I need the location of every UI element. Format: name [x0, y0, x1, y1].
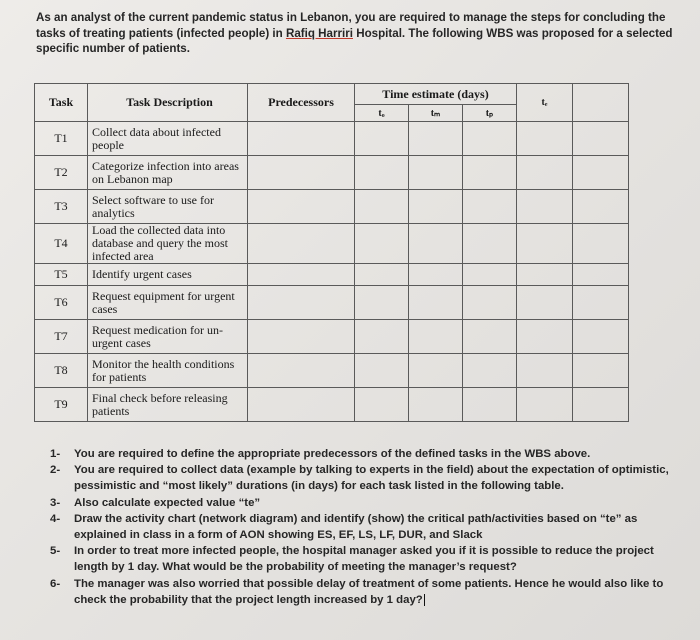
task-description-cell: Load the collected data into database and query the most infected area [88, 224, 248, 264]
question-item [50, 511, 690, 543]
intro-line-2b: Hospital. The following WBS was proposed for a selected [352, 26, 673, 40]
tm-cell[interactable] [409, 156, 463, 190]
task-description-cell: Request equipment for urgent cases [88, 286, 248, 320]
task-description-cell: Collect data about infected people [88, 122, 248, 156]
task-id-cell: T2 [35, 156, 88, 190]
extra-cell[interactable] [573, 354, 629, 388]
intro-line-2a: tasks of treating patients (infected people) in [36, 26, 286, 40]
question-number: 1- [50, 448, 61, 460]
task-description-cell: Categorize infection into areas on Lebanon map [88, 156, 248, 190]
table-row [35, 286, 629, 320]
task-id-cell: T9 [35, 388, 88, 422]
header-extra-empty [573, 84, 629, 122]
wbs-table [34, 83, 629, 422]
table-row [35, 190, 629, 224]
to-cell[interactable] [355, 320, 409, 354]
predecessors-cell[interactable] [248, 224, 355, 264]
te-cell[interactable] [517, 320, 573, 354]
task-id-cell: T3 [35, 190, 88, 224]
question-number: 3- [50, 496, 61, 509]
predecessors-cell[interactable] [248, 156, 355, 190]
extra-cell[interactable] [573, 224, 629, 264]
tp-cell[interactable] [463, 286, 517, 320]
question-number: 2- [50, 464, 61, 477]
extra-cell[interactable] [573, 388, 629, 422]
tp-cell[interactable] [463, 320, 517, 354]
task-id-cell: T6 [35, 286, 88, 320]
hospital-name: Rafiq Harriri [285, 26, 353, 40]
task-description-cell: Identify urgent cases [88, 264, 248, 286]
to-cell[interactable] [355, 156, 409, 190]
tm-cell[interactable] [409, 388, 463, 422]
table-row [35, 388, 629, 422]
task-id-cell: T8 [35, 354, 88, 388]
task-id-cell: T7 [35, 320, 88, 354]
intro-line-1: As an analyst of the current pandemic status in Lebanon, you are required to manage the steps for concluding the [36, 11, 666, 24]
to-cell[interactable] [355, 286, 409, 320]
predecessors-cell[interactable] [248, 388, 355, 422]
question-number: 4- [50, 512, 61, 525]
predecessors-cell[interactable] [248, 354, 355, 388]
table-row [35, 122, 629, 156]
tp-cell[interactable] [463, 224, 517, 264]
extra-cell[interactable] [573, 190, 629, 224]
question-text: In order to treat more infected people, the hospital manager asked you if it is possible to reduce the project length by 1 day. What would be the probability of meeting the manager’s request? [74, 545, 654, 574]
task-id-cell: T5 [35, 264, 88, 286]
tm-cell[interactable] [409, 264, 463, 286]
predecessors-cell[interactable] [248, 122, 355, 156]
tp-cell[interactable] [463, 354, 517, 388]
extra-cell[interactable] [573, 264, 629, 286]
task-description-cell: Request medication for un-urgent cases [88, 320, 248, 354]
table-row [35, 156, 629, 190]
question-number: 6- [50, 577, 61, 590]
table-row [35, 224, 629, 264]
tm-cell[interactable] [409, 286, 463, 320]
te-cell[interactable] [517, 264, 573, 286]
tp-cell[interactable] [463, 190, 517, 224]
predecessors-cell[interactable] [248, 320, 355, 354]
predecessors-cell[interactable] [248, 264, 355, 286]
to-cell[interactable] [355, 354, 409, 388]
question-item [50, 495, 690, 511]
extra-cell[interactable] [573, 286, 629, 320]
question-item [50, 576, 690, 608]
predecessors-cell[interactable] [248, 286, 355, 320]
to-cell[interactable] [355, 122, 409, 156]
to-cell[interactable] [355, 388, 409, 422]
task-description-cell: Monitor the health conditions for patients [88, 354, 248, 388]
tp-cell[interactable] [463, 388, 517, 422]
header-to: tₒ [355, 105, 409, 122]
te-cell[interactable] [517, 224, 573, 264]
question-item [50, 446, 690, 462]
to-cell[interactable] [355, 190, 409, 224]
to-cell[interactable] [355, 224, 409, 264]
question-text: The manager was also worried that possible delay of treatment of some patients. Hence he would also like to check the probability that the project length increased by 1 day? [74, 577, 664, 606]
te-cell[interactable] [517, 190, 573, 224]
table-row [35, 320, 629, 354]
te-cell[interactable] [517, 122, 573, 156]
header-tp: tₚ [463, 105, 517, 122]
header-description: Task Description [88, 84, 248, 122]
te-cell[interactable] [517, 354, 573, 388]
header-predecessors: Predecessors [248, 84, 355, 122]
extra-cell[interactable] [573, 156, 629, 190]
tm-cell[interactable] [409, 122, 463, 156]
question-text: You are required to collect data (example by talking to experts in the field) about the expectation of optimistic, pessimistic and “most likely” durations (in days) for each task listed in the following table. [74, 464, 669, 493]
header-task: Task [35, 84, 88, 122]
te-cell[interactable] [517, 388, 573, 422]
intro-line-3: specific number of patients. [36, 42, 190, 55]
te-cell[interactable] [517, 156, 573, 190]
task-id-cell: T4 [35, 224, 88, 264]
tp-cell[interactable] [463, 122, 517, 156]
tp-cell[interactable] [463, 264, 517, 286]
to-cell[interactable] [355, 264, 409, 286]
intro-paragraph [36, 10, 686, 57]
header-time-estimate: Time estimate (days) [355, 84, 517, 105]
te-cell[interactable] [517, 286, 573, 320]
question-item [50, 462, 690, 494]
table-row [35, 264, 629, 286]
tm-cell[interactable] [409, 190, 463, 224]
header-tm: tₘ [409, 105, 463, 122]
question-item [50, 543, 690, 575]
task-description-cell: Final check before releasing patients [88, 388, 248, 422]
question-text: Also calculate expected value “te” [74, 496, 261, 509]
tm-cell[interactable] [409, 224, 463, 264]
question-text: You are required to define the appropriate predecessors of the defined tasks in the WBS above. [74, 448, 591, 460]
predecessors-cell[interactable] [248, 190, 355, 224]
question-number: 5- [50, 545, 61, 558]
tp-cell[interactable] [463, 156, 517, 190]
text-cursor [424, 594, 425, 606]
task-id-cell: T1 [35, 122, 88, 156]
tm-cell[interactable] [409, 354, 463, 388]
questions-list [50, 446, 690, 608]
tm-cell[interactable] [409, 320, 463, 354]
extra-cell[interactable] [573, 122, 629, 156]
table-row [35, 354, 629, 388]
task-description-cell: Select software to use for analytics [88, 190, 248, 224]
extra-cell[interactable] [573, 320, 629, 354]
question-text: Draw the activity chart (network diagram) and identify (show) the critical path/activities based on “te” as explained in class in a form of AON showing ES, EF, LS, LF, DUR, and Slack [74, 512, 638, 542]
header-te: tₑ [517, 84, 573, 122]
